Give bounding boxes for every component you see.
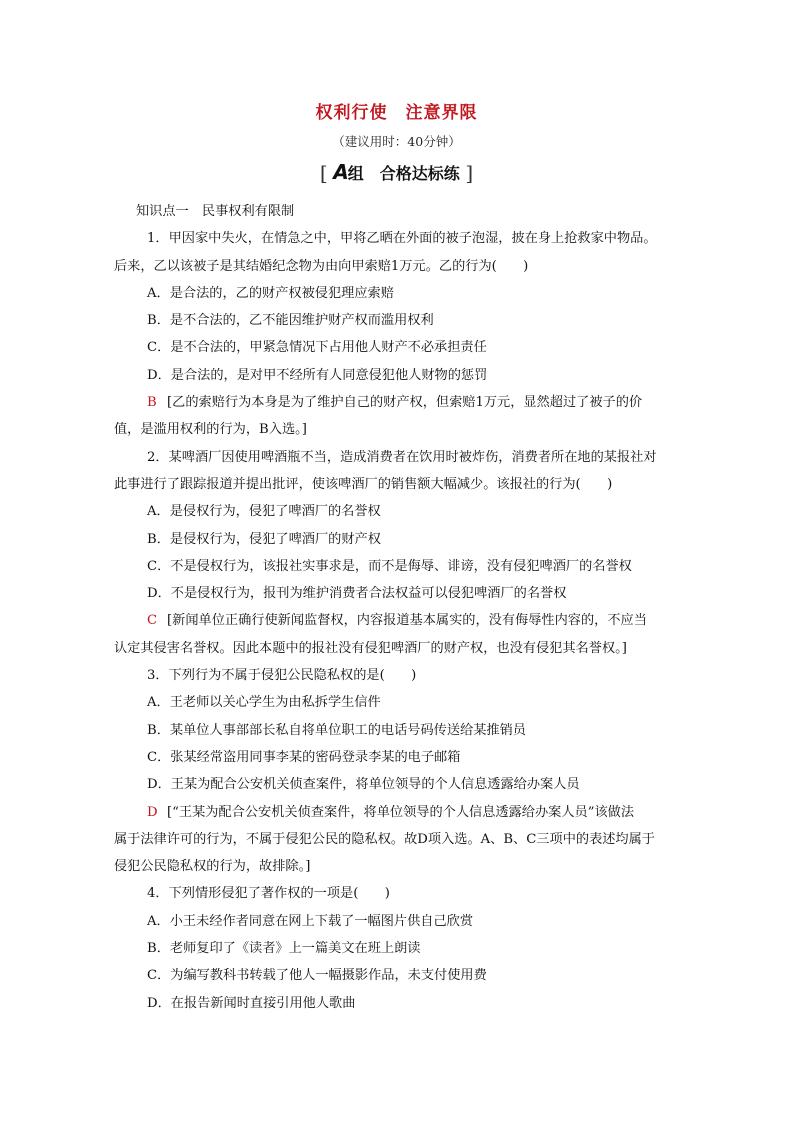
question-3-explanation-1: [“王某为配合公安机关侦查案件，将单位领导的个人信息透露给办案人员”该做法 [167, 804, 635, 820]
question-3-answer-line-3: 侵犯公民隐私权的行为，故排除。] [114, 859, 311, 875]
question-3-answer-line-1 [114, 799, 689, 826]
title-part-2: 注意界限 [405, 103, 478, 123]
question-2-option-d: D．不是侵权行为，报刊为维护消费者合法权益可以侵犯啤酒厂的名誉权 [147, 586, 567, 602]
page-title [0, 98, 793, 123]
question-content [114, 198, 689, 1017]
question-3-answer-letter: D [147, 804, 158, 820]
question-2-stem-line-1: 2．某啤酒厂因使用啤酒瓶不当，造成消费者在饮用时被炸伤，消费者所在地的某报社对 [147, 449, 657, 465]
question-4-option-a: A．小王未经作者同意在网上下载了一幅图片供自己欣赏 [147, 913, 474, 929]
question-1-option-b: B．是不合法的，乙不能因维护财产权而滥用权利 [147, 313, 434, 329]
question-1-answer-line-2: 值，是滥用权利的行为，B入选。] [114, 422, 307, 438]
question-2-option-c: C．不是侵权行为，该报社实事求是，而不是侮辱、诽谤，没有侵犯啤酒厂的名誉权 [147, 558, 632, 574]
question-1-option-d: D．是合法的，是对甲不经所有人同意侵犯他人财物的惩罚 [147, 367, 488, 383]
question-1-option-a: A．是合法的，乙的财产权被侵犯理应索赔 [147, 285, 394, 301]
section-heading: 知识点一 民事权利有限制 [136, 204, 295, 219]
question-3-option-d: D．王某为配合公安机关侦查案件，将单位领导的个人信息透露给办案人员 [147, 777, 580, 793]
question-4-option-c: C．为编写教科书转载了他人一幅摄影作品，未支付使用费 [147, 968, 487, 984]
question-1-explanation-1: [乙的索赔行为本身是为了维护自己的财产权，但索赔1万元，显然超过了被子的价 [167, 395, 643, 411]
suggested-time: （建议用时：40分钟） [332, 134, 461, 149]
question-3-answer-line-2: 属于法律许可的行为，不属于侵犯公民的隐私权。故D项入选。A、B、C三项中的表述均属于 [114, 831, 655, 847]
question-1-answer-letter: B [147, 395, 157, 411]
question-2-stem-line-2: 此事进行了跟踪报道并提出批评，使该啤酒厂的销售额大幅减少。该报社的行为( ) [114, 476, 613, 492]
left-bracket: [ [319, 161, 328, 185]
question-1-stem-line-1: 1．甲因家中失火，在情急之中，甲将乙晒在外面的被子泡湿，披在身上抢救家中物品。 [147, 231, 657, 247]
question-2-answer-line-1 [114, 607, 689, 634]
question-1-option-c: C．是不合法的，甲紧急情况下占用他人财产不必承担责任 [147, 340, 487, 356]
question-1-stem-line-2: 后来，乙以该被子是其结婚纪念物为由向甲索赔1万元。乙的行为( ) [114, 258, 529, 274]
question-4-stem: 4．下列情形侵犯了著作权的一项是( ) [147, 886, 390, 902]
question-4-option-d: D．在报告新闻时直接引用他人歌曲 [147, 995, 356, 1011]
title-part-1: 权利行使 [315, 103, 388, 123]
question-3-option-a: A．王老师以关心学生为由私拆学生信件 [147, 695, 381, 711]
question-3-option-b: B．某单位人事部部长私自将单位职工的电话号码传送给某推销员 [147, 722, 526, 738]
group-title: 组 合格达标练 [347, 164, 460, 183]
group-letter: A [333, 160, 348, 184]
question-2-option-a: A．是侵权行为，侵犯了啤酒厂的名誉权 [147, 504, 381, 520]
question-2-answer-letter: C [147, 613, 158, 629]
right-bracket: ] [465, 161, 474, 185]
question-3-stem: 3．下列行为不属于侵犯公民隐私权的是( ) [147, 668, 417, 684]
group-banner [0, 160, 793, 185]
question-2-option-b: B．是侵权行为，侵犯了啤酒厂的财产权 [147, 531, 381, 547]
question-3-option-c: C．张某经常盗用同事李某的密码登录李某的电子邮箱 [147, 749, 461, 765]
question-4-option-b: B．老师复印了《读者》上一篇美文在班上朗读 [147, 941, 421, 957]
question-2-answer-line-2: 认定其侵害名誉权。因此本题中的报社没有侵犯啤酒厂的财产权，也没有侵犯其名誉权。] [114, 640, 627, 656]
question-1-answer-line-1 [114, 389, 689, 416]
question-2-explanation-1: [新闻单位正确行使新闻监督权，内容报道基本属实的，没有侮辱性内容的，不应当 [167, 613, 647, 629]
